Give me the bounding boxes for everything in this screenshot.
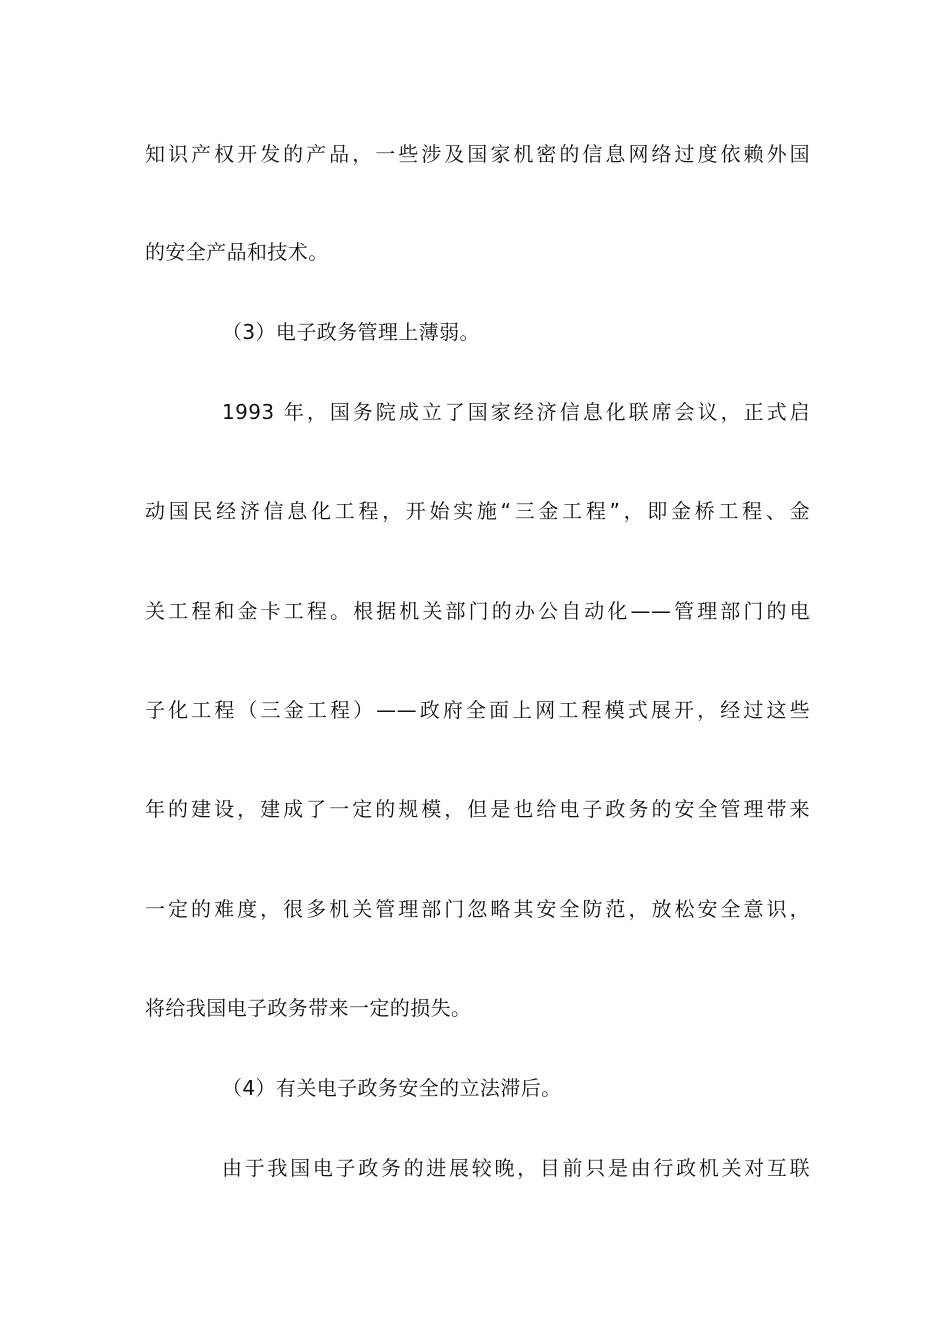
paragraph-line: 知识产权开发的产品，一些涉及国家机密的信息网络过度依赖外国 [145, 142, 810, 166]
paragraph-line: 将给我国电子政务带来一定的损失。 [145, 996, 472, 1020]
paragraph-line: 年的建设，建成了一定的规模，但是也给电子政务的安全管理带来 [145, 797, 810, 821]
section-heading-4: （4）有关电子政务安全的立法滞后。 [222, 1076, 562, 1100]
paragraph-line: 动国民经济信息化工程，开始实施“三金工程”，即金桥工程、金 [145, 499, 810, 523]
paragraph-line: 的安全产品和技术。 [145, 240, 329, 264]
paragraph-line: 关工程和金卡工程。根据机关部门的办公自动化——管理部门的电 [145, 599, 810, 623]
paragraph-line: 子化工程（三金工程）——政府全面上网工程模式展开，经过这些 [145, 698, 810, 722]
section-heading-3: （3）电子政务管理上薄弱。 [222, 320, 480, 344]
paragraph-line: 1993 年，国务院成立了国家经济信息化联席会议，正式启 [222, 400, 810, 424]
paragraph-line: 由于我国电子政务的进展较晚，目前只是由行政机关对互联 [222, 1156, 810, 1180]
paragraph-line: 一定的难度，很多机关管理部门忽略其安全防范，放松安全意识， [145, 897, 810, 921]
